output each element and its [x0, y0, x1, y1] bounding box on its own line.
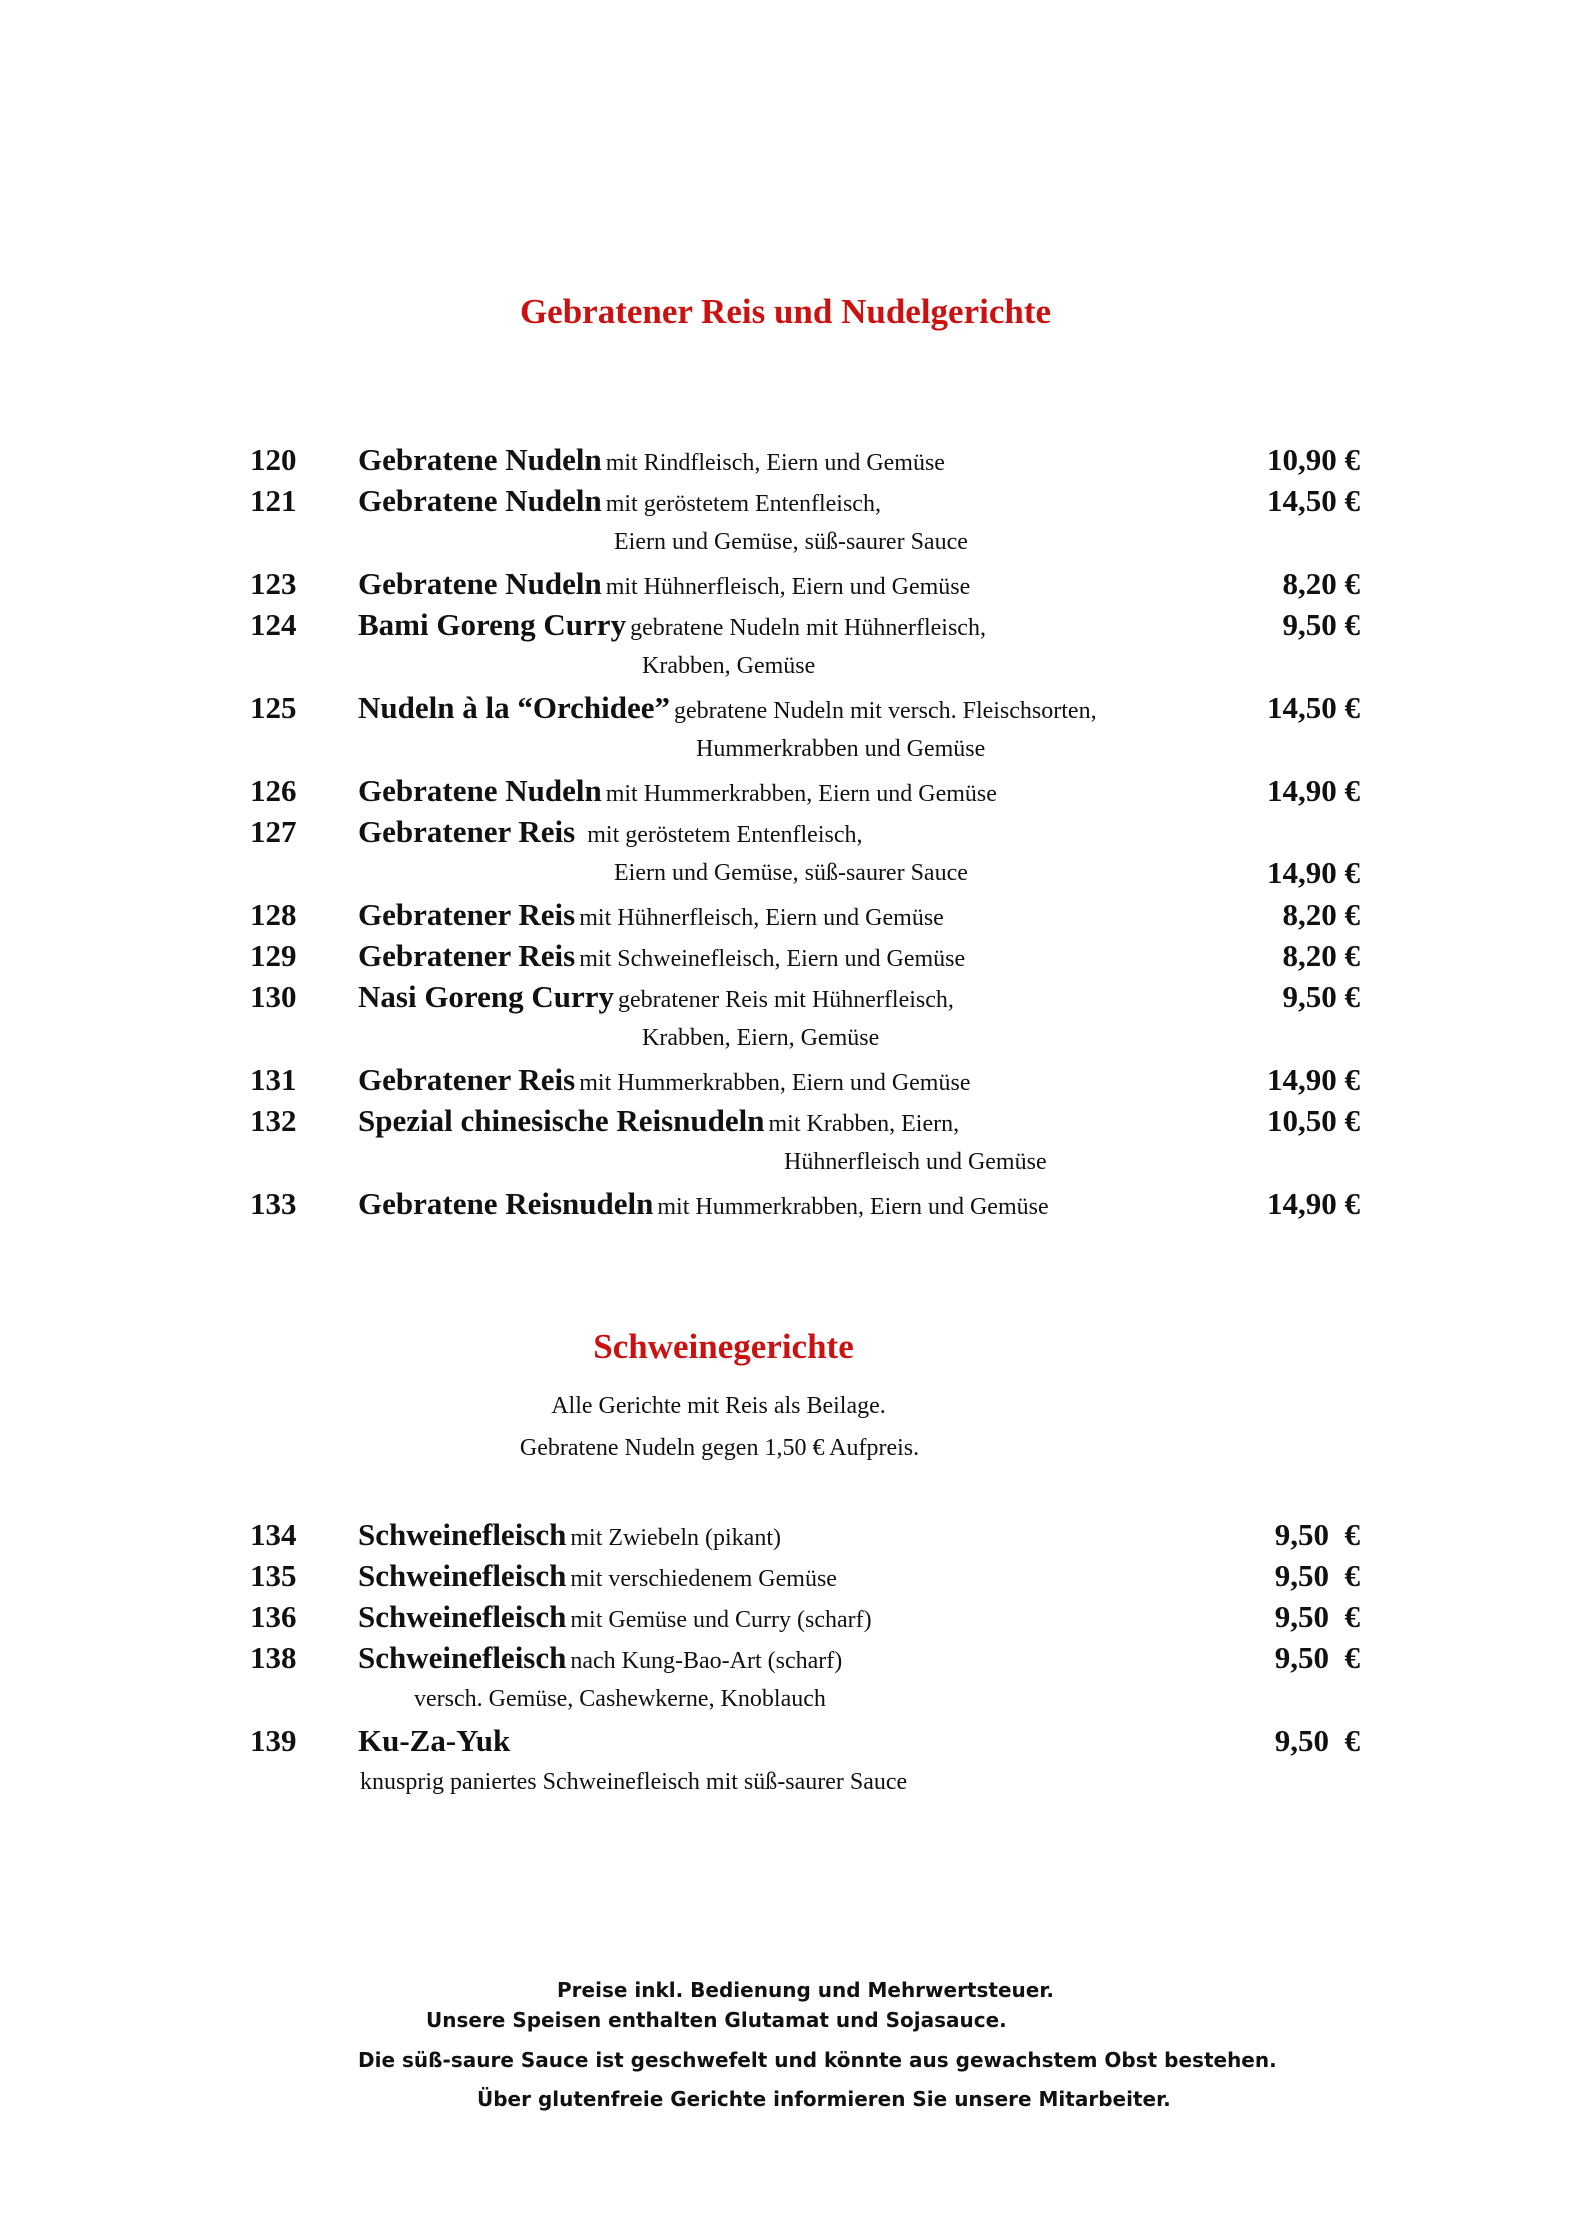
menu-item	[250, 1723, 1360, 1765]
item-description: gebratene Nudeln mit Hühnerfleisch,	[630, 615, 986, 641]
item-name: Nasi Goreng Curry	[358, 979, 615, 1014]
item-name: Schweinefleisch	[358, 1517, 567, 1552]
footer-line: Über glutenfreie Gerichte informieren Sie unsere Mitarbeiter.	[477, 2087, 1171, 2111]
menu-item	[250, 814, 1360, 856]
item-price: 9,50 €	[1274, 1640, 1360, 1675]
item-number: 121	[250, 483, 297, 518]
item-price: 10,50 €	[1267, 1103, 1360, 1138]
item-price: 9,50 €	[1274, 1558, 1360, 1593]
item-description: mit Rindfleisch, Eiern und Gemüse	[605, 450, 945, 476]
item-description: mit Schweinefleisch, Eiern und Gemüse	[579, 946, 966, 972]
item-price: 9,50 €	[1274, 1599, 1360, 1634]
item-description: mit verschiedenem Gemüse	[570, 1566, 837, 1592]
item-number: 127	[250, 814, 297, 849]
menu-item	[250, 979, 1360, 1021]
item-number: 138	[250, 1640, 297, 1675]
menu-item	[250, 1517, 1360, 1559]
item-description: mit Hummerkrabben, Eiern und Gemüse	[605, 781, 997, 807]
item-name: Schweinefleisch	[358, 1558, 567, 1593]
item-description-continued: Hühnerfleisch und Gemüse	[784, 1149, 1047, 1175]
item-price: 14,90 €	[1267, 1186, 1360, 1221]
item-price: 14,50 €	[1267, 690, 1360, 725]
section-note: Alle Gerichte mit Reis als Beilage.	[551, 1393, 886, 1419]
menu-item	[250, 1186, 1360, 1228]
item-number: 131	[250, 1062, 297, 1097]
item-price: 9,50 €	[1282, 607, 1360, 642]
item-name: Schweinefleisch	[358, 1640, 567, 1675]
item-price: 14,90 €	[1267, 855, 1360, 890]
item-number: 128	[250, 897, 297, 932]
footer-line: Preise inkl. Bedienung und Mehrwertsteuer.	[557, 1978, 1054, 2002]
item-description-continued: knusprig paniertes Schweinefleisch mit süß-saurer Sauce	[360, 1769, 908, 1795]
item-name: Bami Goreng Curry	[358, 607, 627, 642]
item-number: 139	[250, 1723, 297, 1758]
footer-line: Unsere Speisen enthalten Glutamat und Sojasauce.	[426, 2008, 1007, 2032]
item-price: 14,90 €	[1267, 1062, 1360, 1097]
item-number: 136	[250, 1599, 297, 1634]
item-number: 124	[250, 607, 297, 642]
item-price: 8,20 €	[1282, 938, 1360, 973]
item-price-row	[250, 855, 1360, 897]
menu-item	[250, 938, 1360, 980]
section-title-pork: Schweinegerichte	[593, 1327, 854, 1366]
item-price: 14,50 €	[1267, 483, 1360, 518]
item-price: 9,50 €	[1274, 1723, 1360, 1758]
item-name: Gebratene Nudeln	[358, 566, 602, 601]
item-name: Ku-Za-Yuk	[358, 1723, 511, 1758]
item-number: 130	[250, 979, 297, 1014]
item-description: mit Hühnerfleisch, Eiern und Gemüse	[579, 905, 944, 931]
item-price: 10,90 €	[1267, 442, 1360, 477]
section-title-rice-noodles: Gebratener Reis und Nudelgerichte	[519, 292, 1052, 331]
menu-item	[250, 1640, 1360, 1682]
item-description: mit Hummerkrabben, Eiern und Gemüse	[657, 1194, 1049, 1220]
menu-item	[250, 483, 1360, 525]
item-price: 9,50 €	[1282, 979, 1360, 1014]
item-description: mit Hummerkrabben, Eiern und Gemüse	[579, 1070, 971, 1096]
item-description: gebratener Reis mit Hühnerfleisch,	[618, 987, 954, 1013]
item-number: 135	[250, 1558, 297, 1593]
item-name: Gebratener Reis	[358, 897, 576, 932]
menu-item	[250, 1599, 1360, 1641]
item-description: nach Kung-Bao-Art (scharf)	[570, 1648, 843, 1674]
item-description-continued: Krabben, Eiern, Gemüse	[642, 1025, 880, 1051]
item-number: 132	[250, 1103, 297, 1138]
item-description: gebratene Nudeln mit versch. Fleischsorten,	[674, 698, 1097, 724]
item-price: 9,50 €	[1274, 1517, 1360, 1552]
item-name: Gebratener Reis	[358, 1062, 576, 1097]
item-description-continued: Hummerkrabben und Gemüse	[696, 736, 986, 762]
item-name: Gebratene Nudeln	[358, 442, 602, 477]
menu-item	[250, 1103, 1360, 1145]
menu-item	[250, 690, 1360, 732]
item-price: 14,90 €	[1267, 773, 1360, 808]
item-price: 8,20 €	[1282, 897, 1360, 932]
menu-item	[250, 607, 1360, 649]
item-description-continued: Eiern und Gemüse, süß-saurer Sauce	[614, 529, 968, 555]
item-description: mit geröstetem Entenfleisch,	[605, 491, 881, 517]
item-name: Gebratener Reis	[358, 814, 576, 849]
item-number: 123	[250, 566, 297, 601]
item-name: Schweinefleisch	[358, 1599, 567, 1634]
menu-item	[250, 897, 1360, 939]
item-number: 133	[250, 1186, 297, 1221]
item-description-continued: Krabben, Gemüse	[642, 653, 816, 679]
section-note: Gebratene Nudeln gegen 1,50 € Aufpreis.	[519, 1435, 920, 1461]
item-name: Gebratener Reis	[358, 938, 576, 973]
item-description: mit Gemüse und Curry (scharf)	[570, 1607, 872, 1633]
menu-item	[250, 1062, 1360, 1104]
item-number: 134	[250, 1517, 297, 1552]
menu-item	[250, 442, 1360, 484]
menu-item	[250, 566, 1360, 608]
item-name: Gebratene Nudeln	[358, 483, 602, 518]
item-description: mit Hühnerfleisch, Eiern und Gemüse	[605, 574, 971, 600]
item-number: 120	[250, 442, 297, 477]
item-number: 129	[250, 938, 297, 973]
item-description: mit Zwiebeln (pikant)	[570, 1525, 781, 1551]
item-description-continued: versch. Gemüse, Cashewkerne, Knoblauch	[414, 1686, 826, 1712]
item-name: Spezial chinesische Reisnudeln	[358, 1103, 765, 1138]
item-number: 126	[250, 773, 297, 808]
menu-item	[250, 773, 1360, 815]
item-price: 8,20 €	[1282, 566, 1360, 601]
item-name: Gebratene Nudeln	[358, 773, 602, 808]
item-description: mit geröstetem Entenfleisch,	[587, 822, 863, 848]
item-name: Nudeln à la “Orchidee”	[358, 690, 671, 725]
item-description: mit Krabben, Eiern,	[768, 1111, 960, 1137]
item-description-continued: Eiern und Gemüse, süß-saurer Sauce	[614, 860, 968, 886]
item-name: Gebratene Reisnudeln	[358, 1186, 654, 1221]
menu-item	[250, 1558, 1360, 1600]
footer-line: Die süß-saure Sauce ist geschwefelt und könnte aus gewachstem Obst bestehen.	[358, 2048, 1277, 2072]
item-number: 125	[250, 690, 297, 725]
